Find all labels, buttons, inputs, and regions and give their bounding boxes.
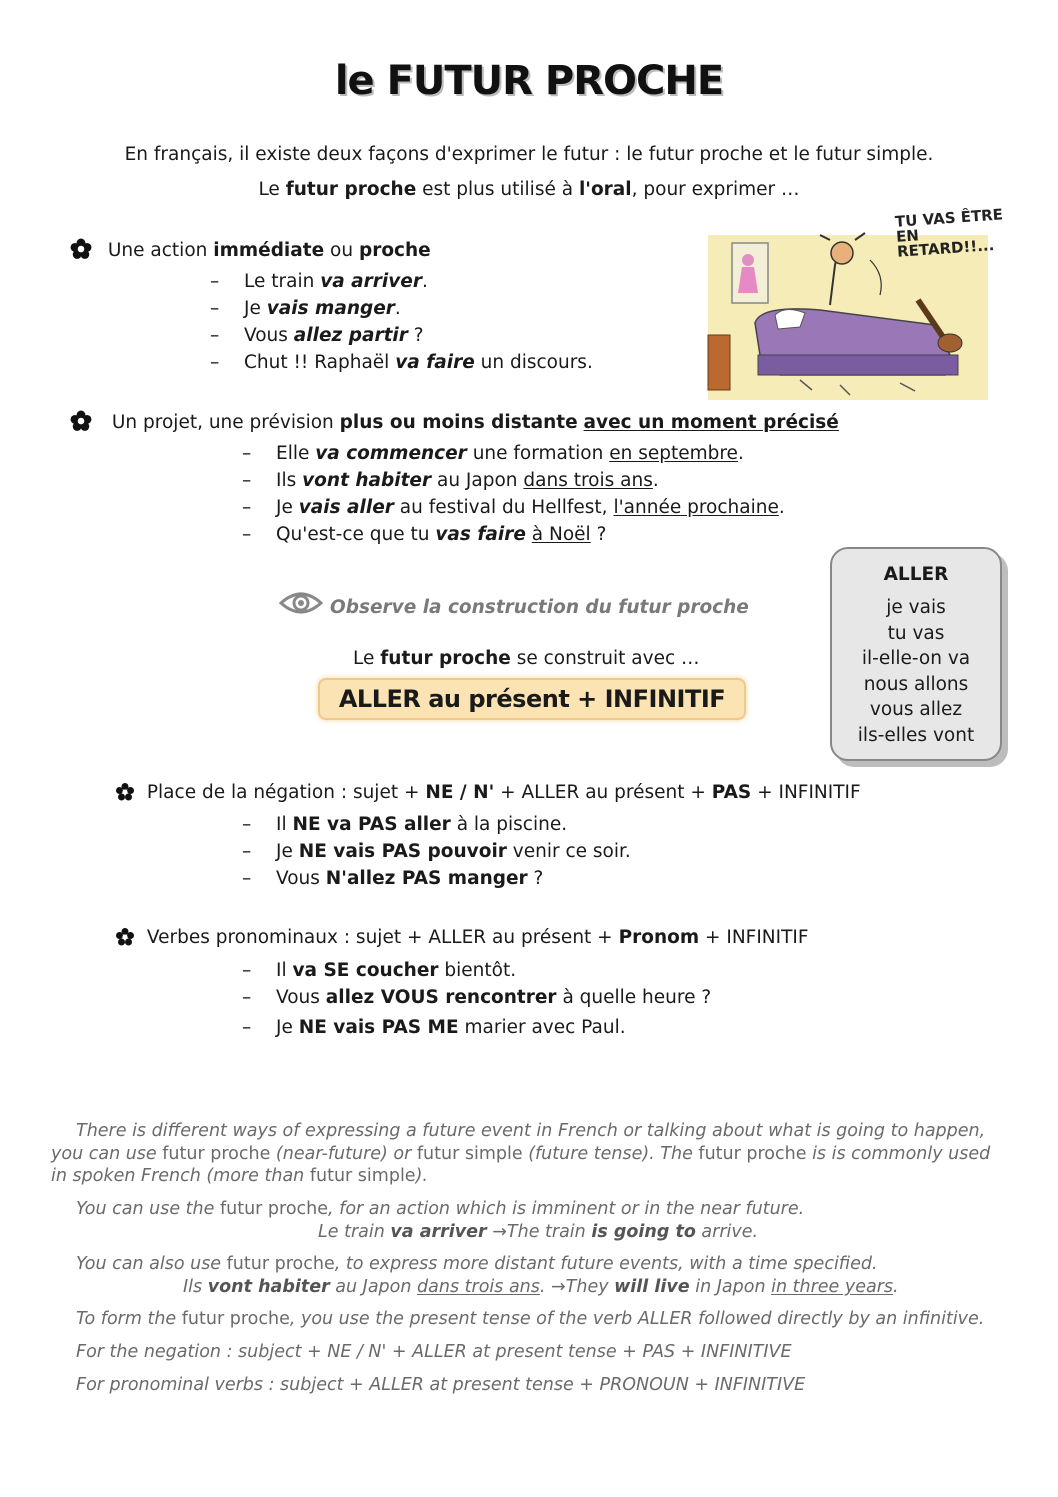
example-item: – Je vais manger. xyxy=(210,298,401,319)
flower-bullet-icon xyxy=(70,410,92,432)
aller-conjugation-box xyxy=(830,547,1002,761)
english-para-1-line-3: in spoken French (more than futur simple). xyxy=(51,1166,428,1186)
example-item: – Il NE va PAS aller à la piscine. xyxy=(242,814,568,835)
conjugation-form: tu vas xyxy=(887,622,945,644)
conjugation-form: nous allons xyxy=(863,673,969,695)
english-para-1-line-1: There is different ways of expressing a future event in French or talking about what is going to happen, xyxy=(76,1121,986,1141)
section-project-heading: Un projet, une prévision plus ou moins distante avec un moment précisé xyxy=(70,410,839,433)
english-example-1: Le train va arriver →The train is going to arrive. xyxy=(318,1222,759,1242)
aller-box-heading: ALLER xyxy=(883,564,949,585)
intro-line-2: Le futur proche est plus utilisé à l'oral, pour exprimer … xyxy=(258,179,800,200)
intro-line-1: En français, il existe deux façons d'exprimer le futur : le futur proche et le futur simple. xyxy=(124,144,934,165)
example-item: – Vous allez VOUS rencontrer à quelle heure ? xyxy=(242,987,712,1008)
conjugation-form: vous allez xyxy=(869,699,963,720)
observe-heading: Observe la construction du futur proche xyxy=(330,597,749,618)
page-title: le FUTUR PROCHE xyxy=(334,58,724,104)
cartoon-speech: TU VAS ÊTRE EN RETARD!!... xyxy=(894,205,1004,261)
example-item: – Je NE vais PAS ME marier avec Paul. xyxy=(242,1017,626,1038)
example-item: – Vous N'allez PAS manger ? xyxy=(242,868,544,889)
example-item: – Qu'est-ce que tu vas faire à Noël ? xyxy=(242,524,607,545)
pronominal-heading: Verbes pronominaux : sujet + ALLER au présent + Pronom + INFINITIF xyxy=(115,927,808,948)
conjugation-form: il-elle-on va xyxy=(861,648,971,669)
english-para-3: You can also use futur proche, to express more distant future events, with a time specified. xyxy=(76,1254,878,1274)
flower-bullet-icon xyxy=(115,782,135,802)
english-para-1-line-2: you can use futur proche (near-future) or futur simple (future tense). The futur proche is is commonly used xyxy=(51,1144,991,1164)
cartoon-illustration xyxy=(700,205,1010,405)
section-immediate-heading: Une action immédiate ou proche xyxy=(70,238,431,261)
example-item: – Je NE vais PAS pouvoir venir ce soir. xyxy=(242,841,631,862)
conjugation-form: je vais xyxy=(886,597,946,618)
construct-line: Le futur proche se construit avec … xyxy=(353,648,700,669)
english-para-2: You can use the futur proche, for an action which is imminent or in the near future. xyxy=(76,1199,805,1219)
english-para-6: For pronominal verbs : subject + ALLER at present tense + PRONOUN + INFINITIVE xyxy=(76,1375,806,1395)
eye-icon xyxy=(278,588,324,622)
flower-bullet-icon xyxy=(115,927,135,947)
formula-box: ALLER au présent + INFINITIF xyxy=(318,678,746,720)
flower-bullet-icon xyxy=(70,238,92,260)
example-item: – Le train va arriver. xyxy=(210,271,428,292)
example-item: – Je vais aller au festival du Hellfest, l'année prochaine. xyxy=(242,497,785,518)
example-item: – Ils vont habiter au Japon dans trois ans. xyxy=(242,470,659,491)
conjugation-form: ils-elles vont xyxy=(857,724,975,746)
english-example-2: Ils vont habiter au Japon dans trois ans. →They will live in Japon in three years. xyxy=(183,1277,899,1297)
example-item: – Vous allez partir ? xyxy=(210,325,424,346)
english-para-5: For the negation : subject + NE / N' + ALLER at present tense + PAS + INFINITIVE xyxy=(76,1342,792,1362)
negation-heading: Place de la négation : sujet + NE / N' + ALLER au présent + PAS + INFINITIF xyxy=(115,782,861,803)
example-item: – Elle va commencer une formation en septembre. xyxy=(242,443,744,464)
example-item: – Chut !! Raphaël va faire un discours. xyxy=(210,352,593,373)
example-item: – Il va SE coucher bientôt. xyxy=(242,960,517,981)
english-para-4: To form the futur proche, you use the present tense of the verb ALLER followed directly by an infinitive. xyxy=(76,1309,985,1329)
